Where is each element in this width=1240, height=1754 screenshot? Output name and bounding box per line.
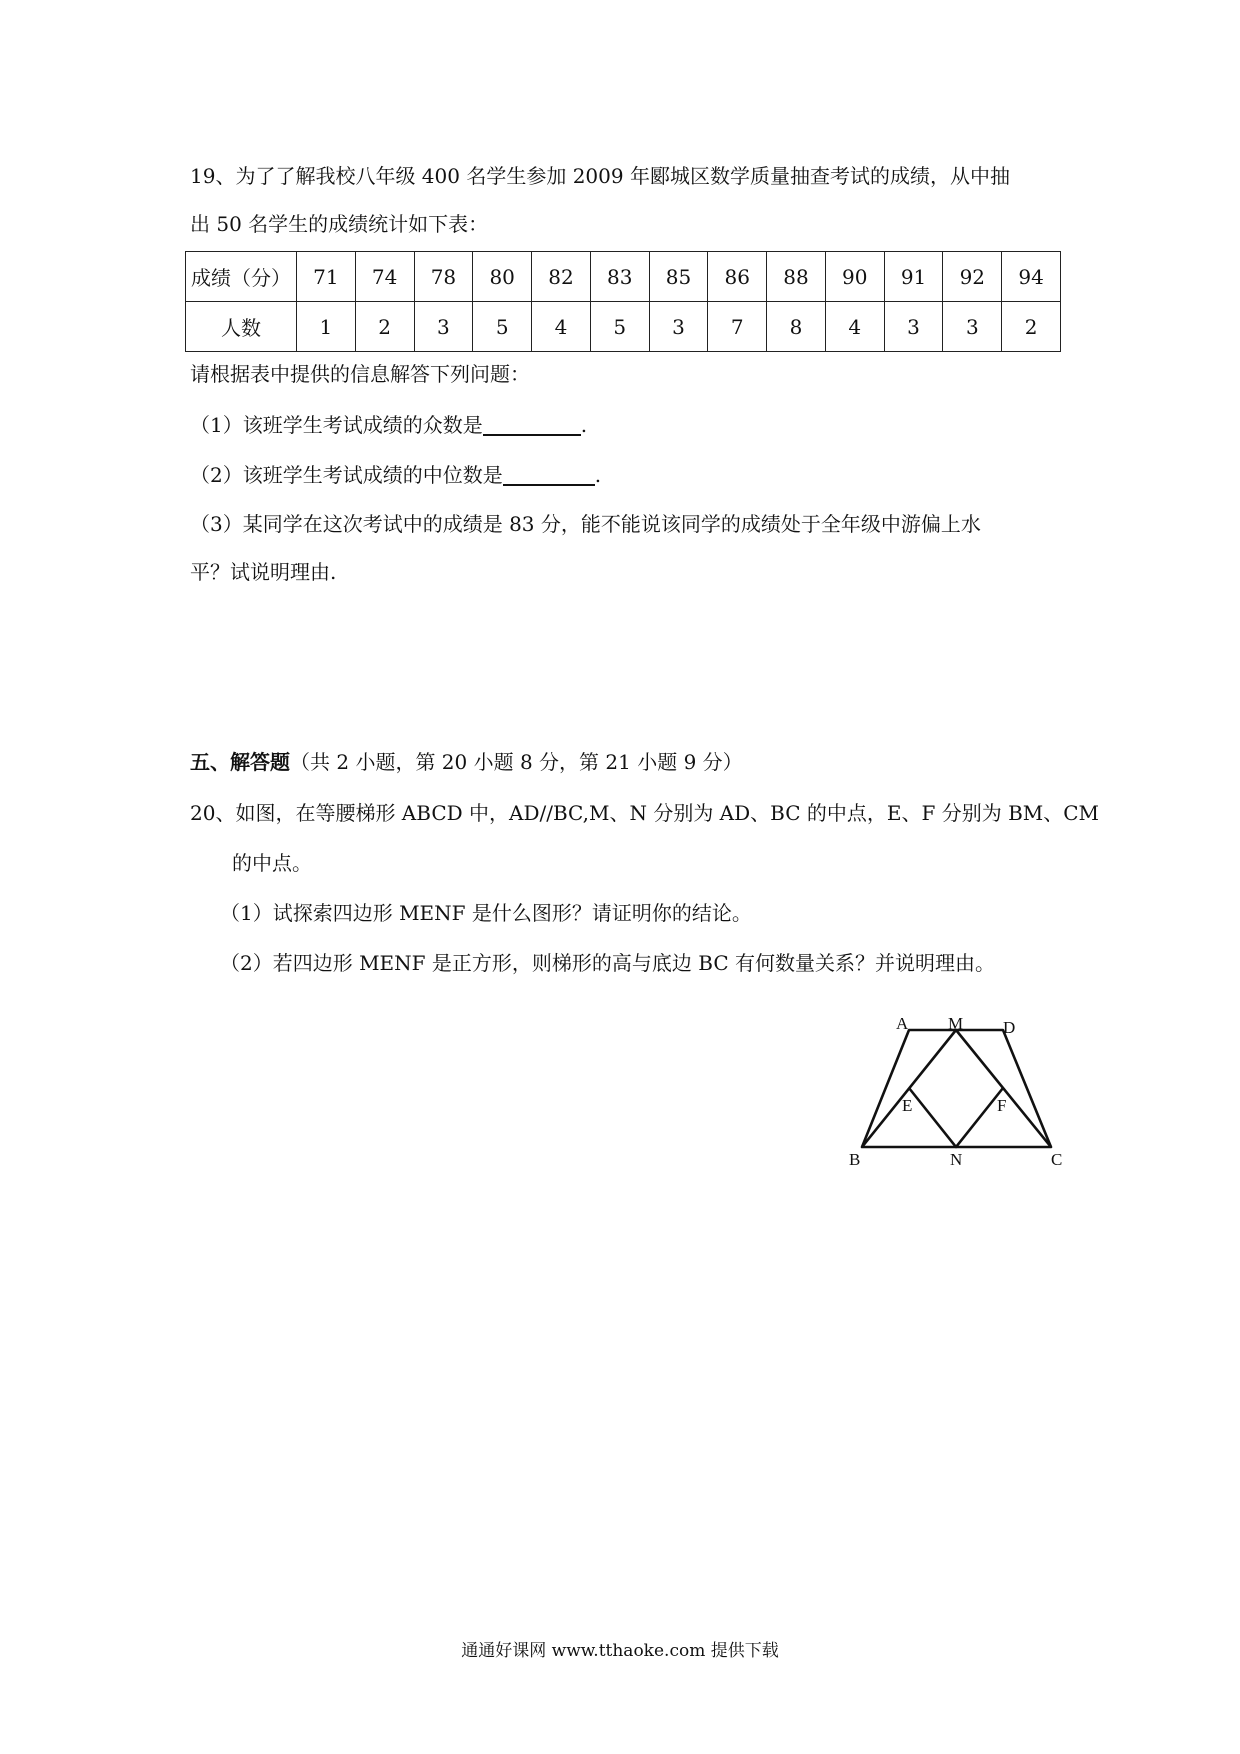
table-cell: 88	[767, 252, 826, 302]
segment-bm-mc	[862, 1030, 1051, 1147]
label-c: C	[1051, 1150, 1063, 1169]
table-row	[186, 252, 1061, 302]
table-cell: 2	[355, 302, 414, 352]
table-cell: 71	[297, 252, 356, 302]
period: .	[594, 463, 602, 487]
table-cell: 3	[649, 302, 708, 352]
q19-line1: 19、为了了解我校八年级 400 名学生参加 2009 年郾城区数学质量抽查考试的成绩，从中抽	[190, 164, 1010, 188]
table-cell: 3	[414, 302, 473, 352]
table-cell: 4	[532, 302, 591, 352]
table-cell: 1	[297, 302, 356, 352]
table-cell: 74	[355, 252, 414, 302]
q19-part1-text: （1）该班学生考试成绩的众数是	[190, 413, 483, 437]
trapezoid-figure	[840, 1015, 1080, 1175]
table-cell: 92	[943, 252, 1002, 302]
answer-blank	[483, 414, 581, 436]
label-f: F	[997, 1096, 1007, 1115]
answer-blank	[503, 464, 595, 486]
score-table	[185, 251, 1061, 352]
table-cell: 82	[532, 252, 591, 302]
q19-part2	[190, 464, 601, 486]
q20-part2: （2）若四边形 MENF 是正方形，则梯形的高与底边 BC 有何数量关系？并说明理由。	[220, 951, 995, 975]
q19-prompt: 请根据表中提供的信息解答下列问题：	[190, 362, 530, 386]
footer-text: 通通好课网 www.tthaoke.com 提供下载	[461, 1641, 779, 1661]
segment-en-nf	[909, 1088, 1003, 1147]
trapezoid-abcd	[862, 1030, 1051, 1147]
label-a: A	[896, 1015, 909, 1033]
table-cell: 86	[708, 252, 767, 302]
table-cell: 3	[884, 302, 943, 352]
q20-part1: （1）试探索四边形 MENF 是什么图形？请证明你的结论。	[220, 901, 752, 925]
section-heading	[190, 752, 743, 772]
label-m: M	[948, 1015, 964, 1033]
table-cell: 3	[943, 302, 1002, 352]
table-cell: 90	[825, 252, 884, 302]
q20-line1: 20、如图，在等腰梯形 ABCD 中，AD//BC,M、N 分别为 AD、BC 的中点，E、F 分别为 BM、CM	[190, 801, 1100, 825]
table-cell: 85	[649, 252, 708, 302]
table-cell: 78	[414, 252, 473, 302]
label-e: E	[902, 1096, 913, 1115]
q20-line2: 的中点。	[232, 851, 312, 875]
label-b: B	[849, 1150, 861, 1169]
table-cell: 2	[1002, 302, 1061, 352]
table-row	[186, 302, 1061, 352]
label-d: D	[1003, 1018, 1016, 1037]
table-header-count: 人数	[186, 302, 297, 352]
table-header-score: 成绩（分）	[186, 252, 297, 302]
table-cell: 5	[473, 302, 532, 352]
table-cell: 7	[708, 302, 767, 352]
q19-part3-line1: （3）某同学在这次考试中的成绩是 83 分，能不能说该同学的成绩处于全年级中游偏上水	[190, 512, 981, 536]
table-cell: 4	[825, 302, 884, 352]
table-cell: 8	[767, 302, 826, 352]
table-cell: 5	[590, 302, 649, 352]
table-cell: 94	[1002, 252, 1061, 302]
table-cell: 83	[590, 252, 649, 302]
table-cell: 80	[473, 252, 532, 302]
q19-part2-text: （2）该班学生考试成绩的中位数是	[190, 463, 503, 487]
label-n: N	[950, 1150, 963, 1169]
q19-part3-line2: 平？试说明理由.	[190, 560, 337, 584]
period: .	[580, 413, 588, 437]
section-note: （共 2 小题，第 20 小题 8 分，第 21 小题 9 分）	[290, 750, 743, 774]
section-title: 五、解答题	[190, 750, 290, 774]
table-cell: 91	[884, 252, 943, 302]
q19-line2: 出 50 名学生的成绩统计如下表：	[190, 212, 489, 236]
q19-part1	[190, 414, 587, 436]
